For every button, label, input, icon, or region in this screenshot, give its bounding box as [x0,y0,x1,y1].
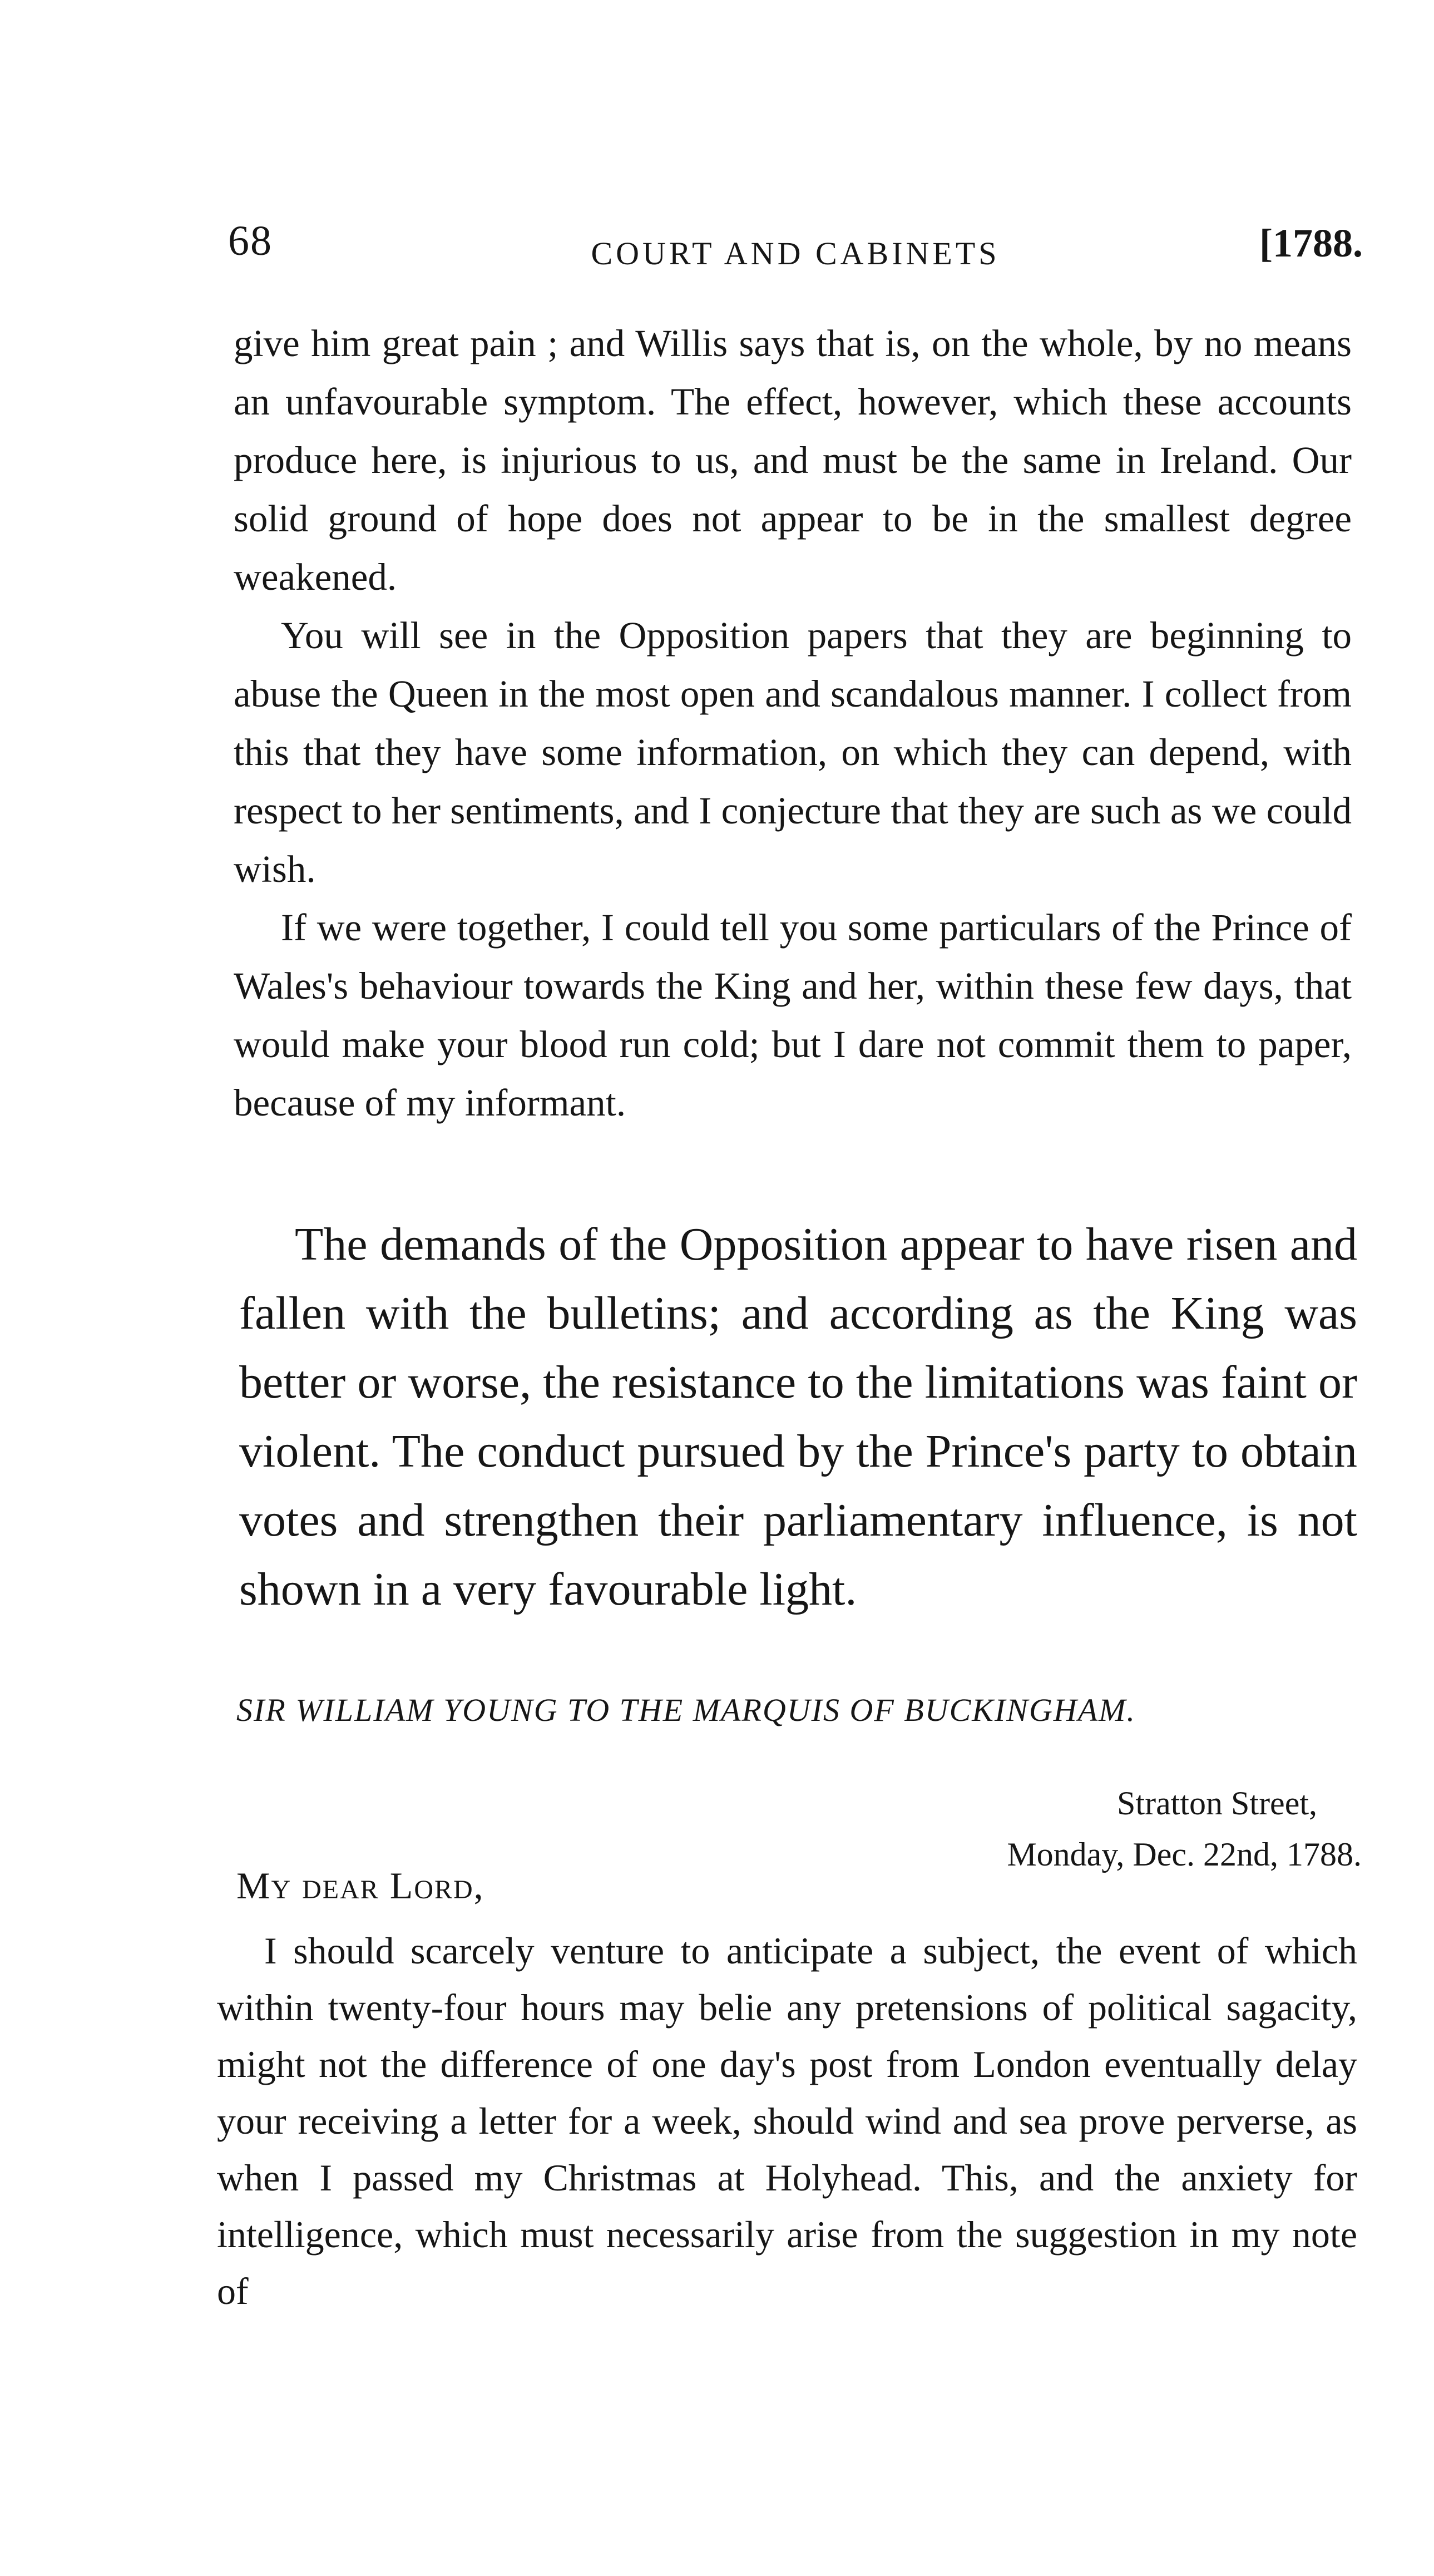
editorial-commentary [239,1210,1357,1624]
letter-paragraph: If we were together, I could tell you some particulars of the Prince of Wales's behaviour towards the King and her, within these few days, that would make your blood run cold; but I dare not commit them to paper, because of my informant. [234,906,1352,1124]
page-number: 68 [228,218,273,264]
running-title: COURT AND CABINETS [591,235,1000,272]
letter-heading: SIR WILLIAM YOUNG TO THE MARQUIS OF BUCKINGHAM. [236,1692,1136,1728]
letter-body-paragraph: I should scarcely venture to anticipate a subject, the event of which within twenty-four hours may belie any pretensions of political sagacity, might not the difference of one day's post from London eventually delay your receiving a letter for a week, should wind and sea prove perverse, as when I passed my Christmas at Holyhead. This, and the anxiety for intelligence, which must necessarily arise from the suggestion in my note of [217,1929,1357,2312]
letter-continuation [234,314,1352,1132]
dateline-date: Monday, Dec. 22nd, 1788. [1007,1836,1362,1873]
letter-body [217,1922,1357,2320]
running-year: [1788. [1259,221,1363,265]
letter-paragraph: give him great pain ; and Willis says that is, on the whole, by no means an unfavourable symptom. The effect, however, which these accounts produce here, is injurious to us, and must be the same in Ireland. Our solid ground of hope does not appear to be in the smallest degree weakened. [234,322,1352,598]
dateline-address: Stratton Street, [1117,1785,1317,1822]
commentary-paragraph: The demands of the Opposition appear to have risen and fallen with the bulletins; and according as the King was better or worse, the resistance to the limitations was faint or violent. The conduct pursued by the Prince's party to obtain votes and strengthen their parliamentary influence, is not shown in a very favourable light. [239,1218,1357,1615]
running-header [228,217,1363,278]
letter-dateline [805,1778,1362,1880]
letter-salutation: My dear Lord, [236,1864,484,1907]
letter-paragraph: You will see in the Opposition papers that they are beginning to abuse the Queen in the most open and scandalous manner. I collect from this that they have some information, on which they can depend, with respect to her sentiments, and I conjecture that they are such as we could wish. [234,614,1352,890]
